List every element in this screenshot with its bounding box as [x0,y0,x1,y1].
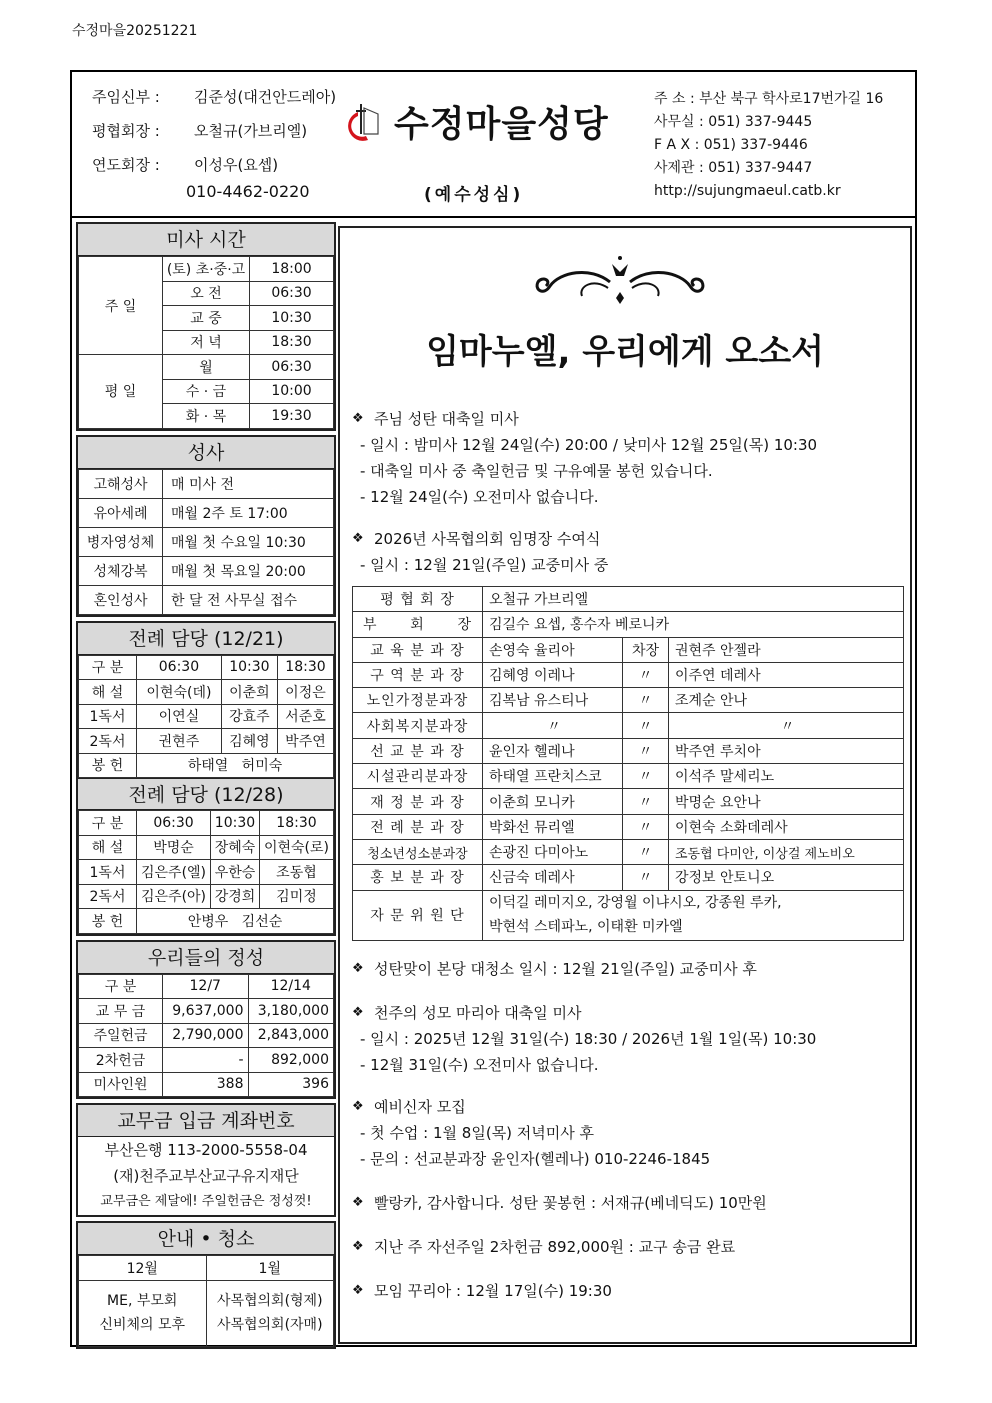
mass-time: 10:00 [250,379,334,404]
council-deputy: 권현주 안젤라 [669,637,904,662]
sacrament-schedule: 매월 첫 목요일 20:00 [163,556,334,585]
church-logo [344,96,609,147]
diamond-bullet-icon: ❖ [352,961,364,976]
council-deputy-label: 〃 [623,814,669,839]
role: 봉 헌 [79,909,137,934]
council-deputy: 박주연 루치아 [669,738,904,763]
council-role: 구 역 분 과 장 [353,662,483,687]
left-column [76,222,336,1349]
group: 사목협의회(자매) [216,1317,323,1333]
council-deputy-label: 〃 [623,738,669,763]
person: 장혜숙 [211,835,260,860]
amount: 2,843,000 [248,1023,334,1048]
col-header: 10:30 [211,811,260,836]
person: 김미정 [259,884,333,909]
col-header: 구 분 [79,811,137,836]
church-logo-icon [344,100,388,144]
section-heading: 2026년 사목협의회 임명장 수여식 [374,530,601,548]
council-deputy: 조계순 안나 [669,688,904,713]
col-header: 12/7 [163,974,249,999]
role: 1독서 [79,704,137,729]
rectory-phone: 사제관 : 051) 337-9447 [654,160,813,176]
offerings-title: 우리들의 정성 [78,942,334,974]
council-role: 전 례 분 과 장 [353,814,483,839]
council-deputy: 이주연 데레사 [669,662,904,687]
staff-label: 주임신부 : [92,88,160,106]
council-head: 김혜영 이레나 [483,662,623,687]
council-role: 노인가정분과장 [353,688,483,713]
person: 강효주 [221,704,277,729]
council-head: 하태열 프란치스코 [483,764,623,789]
church-name: 수정마을성당 [394,104,609,145]
mass-name: 화 · 목 [163,404,250,429]
diamond-bullet-icon: ❖ [352,411,364,426]
council-table [352,586,904,941]
council-deputy-label: 〃 [623,662,669,687]
section-cleaning [352,956,904,982]
address: 주 소 : 부산 북구 학사로17번가길 16 [654,91,884,107]
section-curia [352,1278,904,1304]
mass-times-box [76,222,336,431]
section-heading: 예비신자 모집 [374,1098,466,1116]
section-second-collection [352,1234,904,1260]
website-link[interactable]: http://sujungmaeul.catb.kr [654,183,841,199]
role: 해 설 [79,835,137,860]
offering-type: 미사인원 [79,1072,163,1097]
person: 강경희 [211,884,260,909]
col-header: 10:30 [221,655,277,680]
staff-value: 오철규(가브리엘) [194,122,308,140]
sacraments-box [76,435,336,617]
role: 2독서 [79,884,137,909]
person: 이현숙(데) [137,680,222,705]
council-head: 김복남 유스티나 [483,688,623,713]
council-deputy: 이석주 말세리노 [669,764,904,789]
council-head: 손영숙 율리아 [483,637,623,662]
staff-label: 평협회장 : [92,122,160,140]
amount: 388 [163,1072,249,1097]
council-role: 재 정 분 과 장 [353,789,483,814]
person: 서준호 [277,704,333,729]
group: ME, 부모회 [107,1293,178,1309]
month: 12월 [79,1256,207,1281]
section-line: - 일시 : 2025년 12월 31일(수) 18:30 / 2026년 1월 1일(목) 10:30 [360,1030,817,1048]
council-deputy: 조동협 다미안, 이상걸 제노비오 [669,839,904,864]
group-label: 주 일 [79,257,163,355]
mass-name: 수 · 금 [163,379,250,404]
mass-times-title: 미사 시간 [78,224,334,256]
liturgy-box [76,621,336,936]
diamond-bullet-icon: ❖ [352,1283,364,1298]
council-deputy-label: 〃 [623,713,669,738]
council-deputy-label: 〃 [623,789,669,814]
mass-time: 18:00 [250,257,334,282]
liturgy-table-1221 [78,655,334,779]
col-header: 06:30 [137,655,222,680]
section-heading: 빨랑카, 감사합니다. 성탄 꽃봉헌 : 서재규(베네딕도) 10만원 [374,1194,767,1212]
person: 박주연 [277,729,333,754]
council-head: 이춘희 모니카 [483,789,623,814]
mass-time: 18:30 [250,330,334,355]
notice-cleaning-box [76,1221,336,1349]
council-deputy-label: 〃 [623,865,669,890]
contact-info [654,88,883,203]
section-line: - 12월 31일(수) 오전미사 없습니다. [360,1056,599,1074]
council-role: 청소년성소분과장 [353,839,483,864]
mass-name: 교 중 [163,306,250,331]
group: 사목협의회(형제) [216,1293,323,1309]
person: 이춘희 [221,680,277,705]
person: 김혜영 [221,729,277,754]
church-subtitle: (예수성심) [424,185,524,205]
mass-time: 06:30 [250,281,334,306]
liturgy-title-1221: 전례 담당 (12/21) [78,623,334,655]
section-heading: 천주의 성모 마리아 대축일 미사 [374,1004,582,1022]
person: 이현숙(로) [259,835,333,860]
advisor-line: 박현석 스테파노, 이태환 미카엘 [489,919,683,936]
mass-name: 월 [163,355,250,380]
staff-phone: 010-4462-0220 [186,182,310,201]
council-role: 사회복지분과장 [353,713,483,738]
staff-label: 연도회장 : [92,156,160,174]
sacrament-name: 고해성사 [79,469,163,498]
sacrament-schedule: 매월 2주 토 17:00 [163,498,334,527]
account-slogan: 교무금은 제달에! 주일헌금은 정성껏! [100,1194,312,1209]
account-title: 교무금 입금 계좌번호 [78,1105,334,1137]
section-line: - 12월 24일(수) 오전미사 없습니다. [360,488,599,506]
document-id: 수정마을20251221 [72,23,198,39]
col-header: 18:30 [259,811,333,836]
amount: 3,180,000 [248,999,334,1024]
person: 이연실 [137,704,222,729]
section-heading: 지난 주 자선주일 2차헌금 892,000원 : 교구 송금 완료 [374,1238,736,1256]
person: 권현주 [137,729,222,754]
sacrament-name: 병자영성체 [79,527,163,556]
col-header: 구 분 [79,655,137,680]
offering-type: 교 무 금 [79,999,163,1024]
sacrament-name: 유아세례 [79,498,163,527]
account-box [76,1103,336,1217]
mass-name: 저 녁 [163,330,250,355]
bulletin-header [72,72,915,218]
notice-cleaning-title: 안내 • 청소 [78,1223,334,1255]
section-christmas-mass [352,406,904,510]
council-role: 부 회 장 [353,612,483,637]
council-head: 손광진 다미아노 [483,839,623,864]
amount: - [163,1048,249,1073]
council-deputy-label: 〃 [623,764,669,789]
section-catechumen [352,1094,904,1172]
sacrament-schedule: 매월 첫 수요일 10:30 [163,527,334,556]
col-header: 18:30 [277,655,333,680]
section-appointment-ceremony [352,526,904,578]
section-mary-mass [352,1000,904,1078]
council-deputy-label: 〃 [623,839,669,864]
fax: F A X : 051) 337-9446 [654,137,808,153]
diamond-bullet-icon: ❖ [352,1195,364,1210]
mass-name: (토) 초·중·고 [163,257,250,282]
section-line: - 첫 수업 : 1월 8일(목) 저녁미사 후 [360,1124,595,1142]
col-header: 구 분 [79,974,163,999]
main-title: 임마누엘, 우리에게 오소서 [426,332,824,372]
sacrament-name: 성체강복 [79,556,163,585]
council-member: 김길수 요셉, 홍수자 베로니카 [483,612,904,637]
sacrament-schedule: 매 미사 전 [163,469,334,498]
liturgy-table-1228 [78,810,334,934]
council-role: 시설관리분과장 [353,764,483,789]
section-line: - 대축일 미사 중 축일헌금 및 구유예물 봉헌 있습니다. [360,462,713,480]
amount: 892,000 [248,1048,334,1073]
role: 봉 헌 [79,753,137,778]
person: 조동협 [259,860,333,885]
offerings-box [76,940,336,1100]
offering-type: 2차헌금 [79,1048,163,1073]
person: 하태열 허미숙 [137,753,334,778]
sacraments-title: 성사 [78,437,334,469]
offering-type: 주일헌금 [79,1023,163,1048]
bank-account: 부산은행 113-2000-5558-04 [104,1141,308,1159]
section-heading: 주님 성탄 대축일 미사 [374,410,519,428]
council-deputy: 〃 [669,713,904,738]
council-head: 〃 [483,713,623,738]
col-header: 12/14 [248,974,334,999]
council-member: 오철규 가브리엘 [483,587,904,612]
offerings-table [78,974,334,1098]
amount: 2,790,000 [163,1023,249,1048]
office-phone: 사무실 : 051) 337-9445 [654,114,813,130]
month: 1월 [206,1256,334,1281]
person: 이정은 [277,680,333,705]
sacrament-name: 혼인성사 [79,585,163,614]
group-label: 평 일 [79,355,163,429]
section-line: - 일시 : 12월 21일(주일) 교중미사 중 [360,556,609,574]
council-role: 선 교 분 과 장 [353,738,483,763]
mass-times-table [78,256,334,429]
section-line: - 일시 : 밤미사 12월 24일(수) 20:00 / 낮미사 12월 25일(목) 10:30 [360,436,818,454]
staff-info [92,90,336,200]
diamond-bullet-icon: ❖ [352,1239,364,1254]
person: 김은주(아) [137,884,211,909]
council-head: 박화선 뮤리엘 [483,814,623,839]
council-deputy-label: 차장 [623,637,669,662]
council-role: 홍 보 분 과 장 [353,865,483,890]
group: 신비체의 모후 [99,1317,186,1333]
person: 안병우 김선순 [137,909,334,934]
notice-cleaning-table [78,1255,334,1347]
diamond-bullet-icon: ❖ [352,1099,364,1114]
council-deputy-label: 〃 [623,688,669,713]
advisor-line: 이덕길 레미지오, 강영월 이냐시오, 강종원 루카, [489,895,782,912]
liturgy-title-1228: 전례 담당 (12/28) [78,778,334,810]
council-deputy: 이현숙 소화데레사 [669,814,904,839]
role: 2독서 [79,729,137,754]
mass-name: 오 전 [163,281,250,306]
mass-time: 10:30 [250,306,334,331]
mass-time: 06:30 [250,355,334,380]
bulletin-frame [70,70,917,1347]
council-head: 윤인자 헬레나 [483,738,623,763]
council-deputy: 강정보 안토니오 [669,865,904,890]
staff-value: 이성우(요셉) [194,156,279,174]
col-header: 06:30 [137,811,211,836]
sacraments-table [78,469,334,615]
amount: 396 [248,1072,334,1097]
flourish-ornament-icon [530,252,710,316]
person: 우한승 [211,860,260,885]
section-heading: 성탄맞이 본당 대청소 일시 : 12월 21일(주일) 교중미사 후 [374,960,757,978]
council-head: 신금숙 데레사 [483,865,623,890]
role: 해 설 [79,680,137,705]
sacrament-schedule: 한 달 전 사무실 접수 [163,585,334,614]
diamond-bullet-icon: ❖ [352,1005,364,1020]
council-role: 교 육 분 과 장 [353,637,483,662]
jan-groups [206,1280,334,1346]
announcements-column [338,226,912,1344]
person: 김은주(엘) [137,860,211,885]
person: 박명순 [137,835,211,860]
amount: 9,637,000 [163,999,249,1024]
section-heading: 모임 꾸리아 : 12월 17일(수) 19:30 [374,1282,612,1300]
council-advisors [483,890,904,940]
diamond-bullet-icon: ❖ [352,531,364,546]
section-line: - 문의 : 선교분과장 윤인자(헬레나) 010-2246-1845 [360,1150,711,1168]
dec-groups [79,1280,207,1346]
mass-time: 19:30 [250,404,334,429]
section-thanks [352,1190,904,1216]
council-role: 평 협 회 장 [353,587,483,612]
council-deputy: 박명순 요안나 [669,789,904,814]
role: 1독서 [79,860,137,885]
council-role: 자 문 위 원 단 [353,890,483,940]
account-holder: (재)천주교부산교구유지재단 [113,1167,299,1185]
staff-value: 김준성(대건안드레아) [194,88,337,106]
